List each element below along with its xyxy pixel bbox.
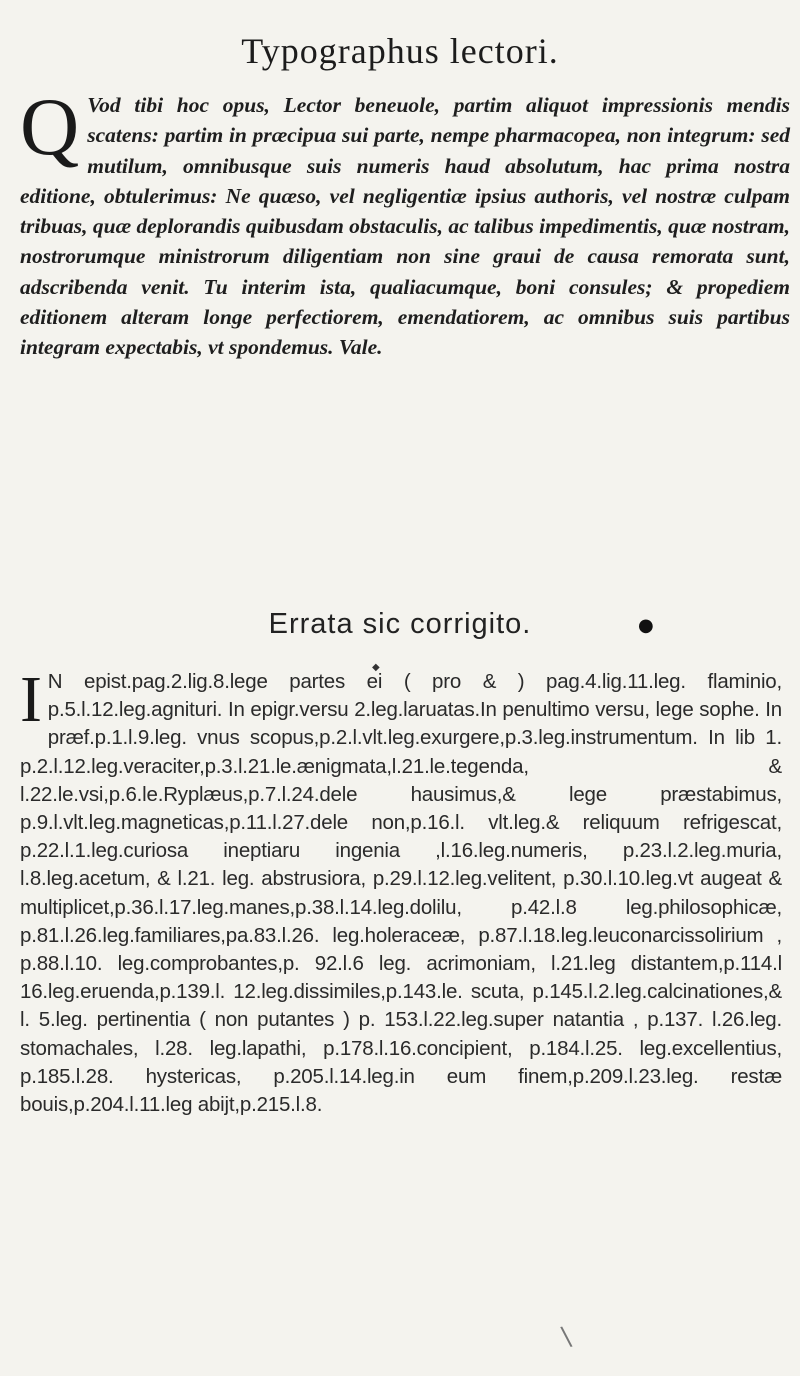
errata-heading: Errata sic corrigito. (268, 608, 532, 640)
preface-paragraph (20, 81, 790, 363)
preface-dropcap: Q (20, 81, 80, 172)
page-title: Typographus lectori. (241, 31, 559, 71)
pencil-mark: \ (559, 1321, 574, 1353)
preface-text: Vod tibi hoc opus, Lector beneuole, partim aliquot impressionis mendis scatens: partim in præcipua sui parte, nempe pharmacopea, non integrum: sed mutilum, omnibusque suis numeris haud absolutum, hac prima nostra editione, obtulerimus: Ne quæso, vel negligentiæ ipsius authoris, vel nostræ culpam tribuas, quæ deplorandis quibusdam obstaculis, ac talibus impedimentis, quæ nostram, nostrorumque ministrorum diligentiam non sine graui de causa remorata sunt, adscribenda venit. Tu interim ista, qualiacumque, boni consules; & propediem editionem alteram longe perfectiorem, emendatiorem, ac omnibus suis partibus integram expectabis, vt spondemus. Vale. (20, 93, 790, 360)
ink-blot-mark: ● (638, 615, 654, 636)
errata-text: N epist.pag.2.lig.8.lege partes ei ( pro & ) pag.4.lig.11.leg. flaminio, p.5.l.12.leg.agnituri. In epigr.versu 2.leg.laruatas.In penultimo versu, lege sophe. In præf.p.1.l.9.leg. vnus scopus,p.2.l.vlt.leg.exurgere,p.3.leg.instrumentum. In lib 1. p.2.l.12.leg.veraciter,p.3.l.21.le.ænigmata,l.21.le.tegenda, & l.22.le.vsi,p.6.le.Ryplæus,p.7.l.24.dele hausimus,& lege præstabimus, p.9.l.vlt.leg.magneticas,p.11.l.27.dele non,p.16.l. vlt.leg.& reliquum refrigescat, p.22.l.1.leg.curiosa ineptiaru ingenia ,l.16.leg.numeris, p.23.l.2.leg.muria, l.8.leg.acetum, & l.21. leg. abstrusiora, p.29.l.12.leg.velitent, p.30.l.10.leg.vt augeat & multiplicet,p.36.l.17.leg.manes,p.38.l.14.leg.dolilu, p.42.l.8 leg.philosophicæ, p.81.l.26.leg.familiares,pa.83.l.26. leg.holeraceæ, p.87.l.18.leg.leuconarcissolirium , p.88.l.10. leg.comprobantes,p. 92.l.6 leg. acrimoniam, l.21.leg distantem,p.114.l 16.leg.eruenda,p.139.l. 12.leg.dissimiles,p.143.le. scuta, p.145.l.2.leg.calcinationes,& l. 5.leg. pertinentia ( non putantes ) p. 153.l.22.leg.super natantia , p.137. l.26.leg. stomachales, l.28. leg.lapathi, p.178.l.16.concipient, p.184.l.25. leg.excellentius, p.185.l.28. hystericas, p.205.l.14.leg.in eum finem,p.209.l.23.leg. restæ bouis,p.204.l.11.leg abijt,p.215.l.8. (20, 670, 782, 1117)
errata-paragraph (20, 663, 782, 1119)
errata-dropcap: I (20, 663, 42, 736)
fleuron-ornament: ◆ (372, 662, 380, 673)
